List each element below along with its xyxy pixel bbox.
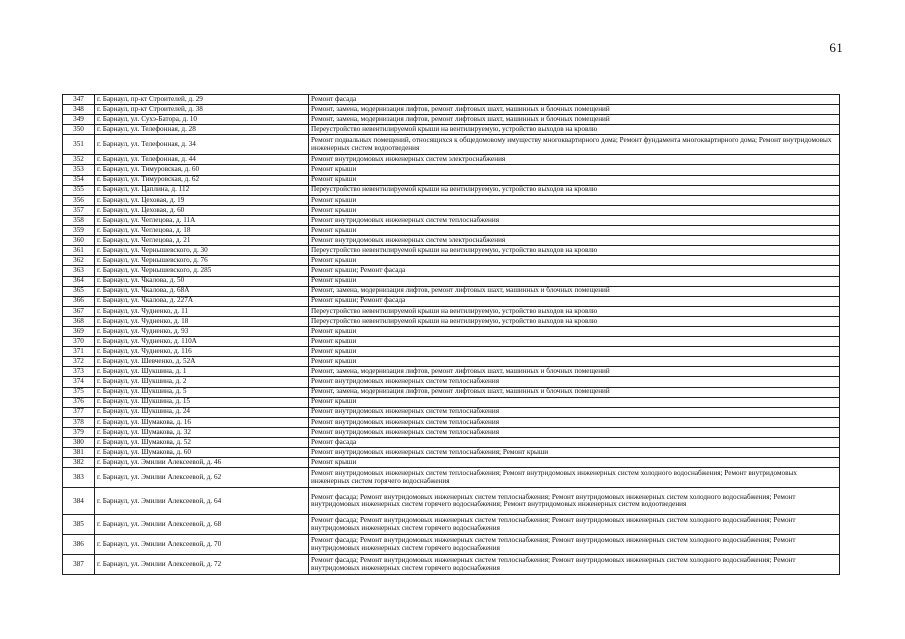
works-cell: Переустройство невентилируемой крыши на вентилируемую, устройство выходов на кровлю — [309, 316, 840, 326]
address-cell: г. Барнаул, пр-кт Строителей, д. 29 — [95, 95, 309, 105]
works-cell: Ремонт внутридомовых инженерных систем теплоснабжения; Ремонт внутридомовых инженерных систем холодного водоснабжения; Ремонт внутридомовых инженерных систем горячего водоснабжения — [309, 468, 840, 488]
address-cell: г. Барнаул, ул. Эмилии Алексеевой, д. 72 — [95, 555, 309, 575]
table-row — [63, 515, 840, 535]
address-cell: г. Барнаул, ул. Цеховая, д. 19 — [95, 195, 309, 205]
row-number-cell: 381 — [63, 448, 95, 458]
address-cell: г. Барнаул, ул. Чеглецова, д. 18 — [95, 226, 309, 236]
address-cell: г. Барнаул, ул. Чудненко, д. 11 — [95, 306, 309, 316]
works-cell: Ремонт внутридомовых инженерных систем теплоснабжения — [309, 407, 840, 417]
row-number-cell: 379 — [63, 427, 95, 437]
table-row — [63, 205, 840, 215]
address-cell: г. Барнаул, ул. Шевченко, д. 52А — [95, 357, 309, 367]
works-cell: Ремонт внутридомовых инженерных систем электроснабжения — [309, 236, 840, 246]
row-number-cell: 370 — [63, 337, 95, 347]
works-cell: Ремонт, замена, модернизация лифтов, ремонт лифтовых шахт, машинных и блочных помещений — [309, 105, 840, 115]
works-cell: Переустройство невентилируемой крыши на вентилируемую, устройство выходов на кровлю — [309, 185, 840, 195]
works-cell: Ремонт крыши — [309, 276, 840, 286]
works-cell: Ремонт крыши — [309, 326, 840, 336]
works-cell: Ремонт внутридомовых инженерных систем теплоснабжения — [309, 377, 840, 387]
row-number-cell: 371 — [63, 347, 95, 357]
table-row — [63, 448, 840, 458]
address-cell: г. Барнаул, ул. Сухэ-Батора, д. 10 — [95, 115, 309, 125]
address-cell: г. Барнаул, ул. Эмилии Алексеевой, д. 64 — [95, 488, 309, 515]
table-row — [63, 266, 840, 276]
address-cell: г. Барнаул, ул. Шукшина, д. 5 — [95, 387, 309, 397]
row-number-cell: 378 — [63, 417, 95, 427]
works-cell: Ремонт, замена, модернизация лифтов, ремонт лифтовых шахт, машинных и блочных помещений — [309, 367, 840, 377]
table-row — [63, 337, 840, 347]
row-number-cell: 376 — [63, 397, 95, 407]
row-number-cell: 362 — [63, 256, 95, 266]
address-cell: г. Барнаул, ул. Чудненко, д. 93 — [95, 326, 309, 336]
works-cell: Ремонт, замена, модернизация лифтов, ремонт лифтовых шахт, машинных и блочных помещений — [309, 387, 840, 397]
row-number-cell: 366 — [63, 296, 95, 306]
works-cell: Ремонт фасада; Ремонт внутридомовых инженерных систем теплоснабжения; Ремонт внутридомовых инженерных систем холодного водоснабжения; Ремонт внутридомовых инженерных систем горячего водоснабжения — [309, 535, 840, 555]
works-cell: Ремонт фасада; Ремонт внутридомовых инженерных систем теплоснабжения; Ремонт внутридомовых инженерных систем холодного водоснабжения; Ремонт внутридомовых инженерных систем горячего водоснабжения — [309, 515, 840, 535]
row-number-cell: 352 — [63, 155, 95, 165]
works-cell: Ремонт крыши — [309, 337, 840, 347]
address-cell: г. Барнаул, ул. Цеховая, д. 60 — [95, 205, 309, 215]
works-cell: Ремонт внутридомовых инженерных систем электроснабжения — [309, 155, 840, 165]
works-cell: Ремонт крыши — [309, 397, 840, 407]
table-row — [63, 387, 840, 397]
row-number-cell: 385 — [63, 515, 95, 535]
works-cell: Ремонт крыши — [309, 347, 840, 357]
address-cell: г. Барнаул, ул. Тимуровская, д. 62 — [95, 175, 309, 185]
address-cell: г. Барнаул, ул. Чеглецова, д. 21 — [95, 236, 309, 246]
address-cell: г. Барнаул, ул. Эмилии Алексеевой, д. 46 — [95, 458, 309, 468]
address-cell: г. Барнаул, ул. Шумакова, д. 32 — [95, 427, 309, 437]
row-number-cell: 348 — [63, 105, 95, 115]
table-row — [63, 555, 840, 575]
table-row — [63, 427, 840, 437]
works-cell: Ремонт крыши; Ремонт фасада — [309, 266, 840, 276]
table-row — [63, 367, 840, 377]
table-row — [63, 417, 840, 427]
row-number-cell: 358 — [63, 215, 95, 225]
table-row — [63, 357, 840, 367]
works-cell: Ремонт крыши — [309, 195, 840, 205]
table-row — [63, 215, 840, 225]
works-cell: Переустройство невентилируемой крыши на вентилируемую, устройство выходов на кровлю — [309, 125, 840, 135]
row-number-cell: 361 — [63, 246, 95, 256]
table-row — [63, 256, 840, 266]
address-cell: г. Барнаул, ул. Шукшина, д. 2 — [95, 377, 309, 387]
address-cell: г. Барнаул, ул. Шумакова, д. 52 — [95, 438, 309, 448]
works-cell: Ремонт крыши — [309, 205, 840, 215]
row-number-cell: 367 — [63, 306, 95, 316]
table-row — [63, 286, 840, 296]
address-cell: г. Барнаул, ул. Чеглецова, д. 11А — [95, 215, 309, 225]
table-row — [63, 95, 840, 105]
table-row — [63, 175, 840, 185]
works-cell: Ремонт подвальных помещений, относящихся к общедомовому имуществу многоквартирного дома; Ремонт фундамента многоквартирного дома; Ремонт внутридомовых инженерных систем водоотведения — [309, 135, 840, 155]
table-row — [63, 296, 840, 306]
address-cell: г. Барнаул, ул. Чернышевского, д. 76 — [95, 256, 309, 266]
table-row — [63, 226, 840, 236]
address-cell: г. Барнаул, ул. Чудненко, д. 110А — [95, 337, 309, 347]
row-number-cell: 357 — [63, 205, 95, 215]
address-cell: г. Барнаул, ул. Чернышевского, д. 285 — [95, 266, 309, 276]
address-cell: г. Барнаул, ул. Телефонная, д. 28 — [95, 125, 309, 135]
works-cell: Ремонт крыши — [309, 165, 840, 175]
table-row — [63, 397, 840, 407]
row-number-cell: 369 — [63, 326, 95, 336]
table-row — [63, 377, 840, 387]
repair-register-table — [62, 94, 840, 575]
table-row — [63, 468, 840, 488]
works-cell: Ремонт фасада — [309, 95, 840, 105]
row-number-cell: 365 — [63, 286, 95, 296]
address-cell: г. Барнаул, ул. Эмилии Алексеевой, д. 62 — [95, 468, 309, 488]
row-number-cell: 374 — [63, 377, 95, 387]
address-cell: г. Барнаул, ул. Шумакова, д. 16 — [95, 417, 309, 427]
address-cell: г. Барнаул, ул. Чкалова, д. 68А — [95, 286, 309, 296]
works-cell: Ремонт внутридомовых инженерных систем теплоснабжения; Ремонт крыши — [309, 448, 840, 458]
address-cell: г. Барнаул, ул. Телефонная, д. 34 — [95, 135, 309, 155]
address-cell: г. Барнаул, ул. Шукшина, д. 15 — [95, 397, 309, 407]
address-cell: г. Барнаул, ул. Чкалова, д. 50 — [95, 276, 309, 286]
address-cell: г. Барнаул, ул. Шукшина, д. 24 — [95, 407, 309, 417]
address-cell: г. Барнаул, ул. Чудненко, д. 116 — [95, 347, 309, 357]
row-number-cell: 349 — [63, 115, 95, 125]
table-row — [63, 347, 840, 357]
table-row — [63, 105, 840, 115]
works-cell: Ремонт внутридомовых инженерных систем теплоснабжения — [309, 417, 840, 427]
row-number-cell: 347 — [63, 95, 95, 105]
row-number-cell: 386 — [63, 535, 95, 555]
table-row — [63, 438, 840, 448]
address-cell: г. Барнаул, ул. Чернышевского, д. 30 — [95, 246, 309, 256]
row-number-cell: 380 — [63, 438, 95, 448]
table-row — [63, 326, 840, 336]
address-cell: г. Барнаул, ул. Эмилии Алексеевой, д. 68 — [95, 515, 309, 535]
works-cell: Ремонт крыши — [309, 226, 840, 236]
row-number-cell: 355 — [63, 185, 95, 195]
works-cell: Ремонт крыши — [309, 458, 840, 468]
table-row — [63, 155, 840, 165]
row-number-cell: 364 — [63, 276, 95, 286]
address-cell: г. Барнаул, ул. Цаплина, д. 112 — [95, 185, 309, 195]
works-cell: Ремонт крыши — [309, 357, 840, 367]
row-number-cell: 354 — [63, 175, 95, 185]
table-row — [63, 458, 840, 468]
works-cell: Ремонт, замена, модернизация лифтов, ремонт лифтовых шахт, машинных и блочных помещений — [309, 115, 840, 125]
table-body — [63, 95, 840, 575]
table-row — [63, 165, 840, 175]
address-cell: г. Барнаул, ул. Тимуровская, д. 60 — [95, 165, 309, 175]
row-number-cell: 383 — [63, 468, 95, 488]
table-row — [63, 316, 840, 326]
row-number-cell: 382 — [63, 458, 95, 468]
works-cell: Переустройство невентилируемой крыши на вентилируемую, устройство выходов на кровлю — [309, 246, 840, 256]
row-number-cell: 356 — [63, 195, 95, 205]
works-cell: Ремонт крыши — [309, 256, 840, 266]
row-number-cell: 375 — [63, 387, 95, 397]
table-row — [63, 535, 840, 555]
row-number-cell: 363 — [63, 266, 95, 276]
table-row — [63, 125, 840, 135]
table-row — [63, 246, 840, 256]
row-number-cell: 353 — [63, 165, 95, 175]
address-cell: г. Барнаул, ул. Телефонная, д. 44 — [95, 155, 309, 165]
address-cell: г. Барнаул, ул. Шукшина, д. 1 — [95, 367, 309, 377]
row-number-cell: 360 — [63, 236, 95, 246]
table-row — [63, 135, 840, 155]
row-number-cell: 373 — [63, 367, 95, 377]
table-row — [63, 488, 840, 515]
address-cell: г. Барнаул, ул. Эмилии Алексеевой, д. 70 — [95, 535, 309, 555]
works-cell: Ремонт крыши — [309, 175, 840, 185]
table-row — [63, 195, 840, 205]
table-row — [63, 407, 840, 417]
table-row — [63, 236, 840, 246]
works-cell: Ремонт фасада; Ремонт внутридомовых инженерных систем теплоснабжения; Ремонт внутридомовых инженерных систем холодного водоснабжения; Ремонт внутридомовых инженерных систем горячего водоснабжения — [309, 555, 840, 575]
works-cell: Ремонт фасада — [309, 438, 840, 448]
address-cell: г. Барнаул, ул. Чудненко, д. 18 — [95, 316, 309, 326]
works-cell: Переустройство невентилируемой крыши на вентилируемую, устройство выходов на кровлю — [309, 306, 840, 316]
table-row — [63, 306, 840, 316]
works-cell: Ремонт крыши; Ремонт фасада — [309, 296, 840, 306]
row-number-cell: 350 — [63, 125, 95, 135]
address-cell: г. Барнаул, ул. Шумакова, д. 60 — [95, 448, 309, 458]
row-number-cell: 377 — [63, 407, 95, 417]
address-cell: г. Барнаул, ул. Чкалова, д. 227А — [95, 296, 309, 306]
works-cell: Ремонт, замена, модернизация лифтов, ремонт лифтовых шахт, машинных и блочных помещений — [309, 286, 840, 296]
page-number: 61 — [829, 40, 843, 55]
row-number-cell: 372 — [63, 357, 95, 367]
table-row — [63, 276, 840, 286]
works-cell: Ремонт внутридомовых инженерных систем теплоснабжения — [309, 215, 840, 225]
table-row — [63, 185, 840, 195]
address-cell: г. Барнаул, пр-кт Строителей, д. 38 — [95, 105, 309, 115]
row-number-cell: 351 — [63, 135, 95, 155]
row-number-cell: 359 — [63, 226, 95, 236]
works-cell: Ремонт фасада; Ремонт внутридомовых инженерных систем теплоснабжения; Ремонт внутридомовых инженерных систем холодного водоснабжения; Ремонт внутридомовых инженерных систем горячего водоснабжения; Ремонт внутридомовых инженерных систем водоотведения — [309, 488, 840, 515]
row-number-cell: 368 — [63, 316, 95, 326]
row-number-cell: 387 — [63, 555, 95, 575]
works-cell: Ремонт внутридомовых инженерных систем теплоснабжения — [309, 427, 840, 437]
table-row — [63, 115, 840, 125]
row-number-cell: 384 — [63, 488, 95, 515]
